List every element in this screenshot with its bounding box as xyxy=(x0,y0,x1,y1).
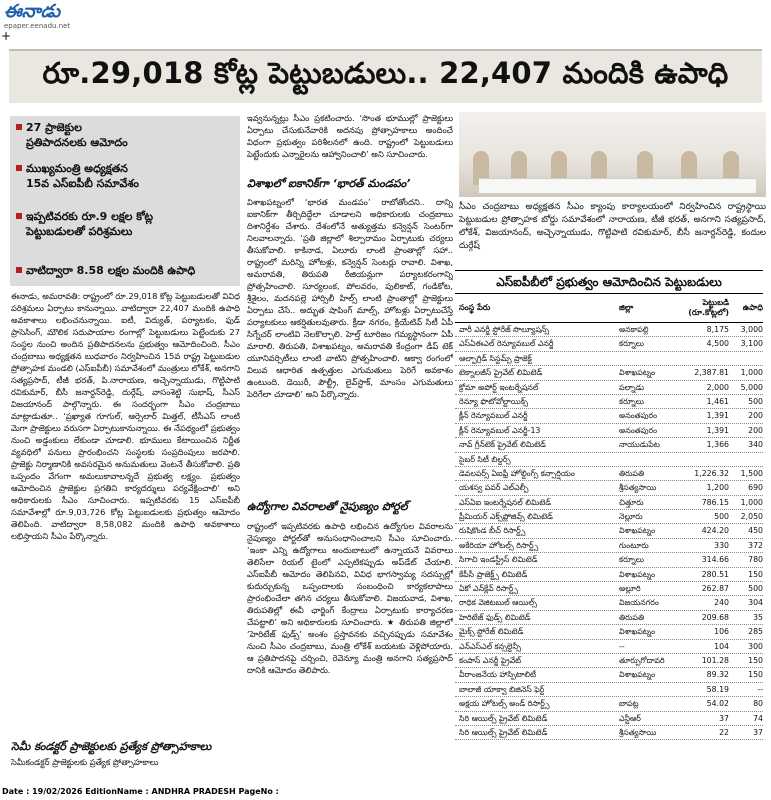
cell-jobs: 780 xyxy=(748,555,763,565)
table-row xyxy=(455,424,763,438)
cell-investment: 424.20 xyxy=(701,526,729,536)
cell-jobs: 1,000 xyxy=(740,497,763,507)
cell-district xyxy=(619,453,685,466)
cell-jobs: 74 xyxy=(753,713,763,723)
table-row xyxy=(455,683,763,697)
cell-jobs: 35 xyxy=(753,612,763,622)
cell-district: శ్రీసత్యసాయి xyxy=(619,727,657,737)
cell-company: ఎస్ఏఐ ఇంటర్నేషనల్ లిమిటెడ్ xyxy=(459,497,552,507)
cell-investment: 2,000 xyxy=(706,382,729,392)
cell-district xyxy=(619,352,685,365)
cell-district: అనకాపల్లి xyxy=(619,325,649,334)
headline: రూ.29,018 కోట్ల పెట్టుబడులు.. 22,407 మందికి ఉపాధి xyxy=(42,56,729,90)
cell-company: వారీ ఎనర్జీ స్టోరేజ్ సొల్యూషన్స్ xyxy=(459,325,550,334)
article-column-2-body: విశాఖపట్నంలో ‘భారత మండపం’ రాబోతోందని.. దాన్ని ఐకానిక్‌గా తీర్చిదిద్దేలా చూడాలని అధికారులకు చంద్రబాబు దిశానిర్దేశం చేశారు. దేశంలోనే అత్యుత్తమ కన్వెన్షన్ సెంటర్‌గా నిలవాలన్నారు. ‘ప్రతి జిల్లాలో శిల్పారామం ఏర్పాటుకు చర్యలు తీసుకోవాలి. కాకినాడ, ఏలూరు లాంటి ప్రాంతాల్లో సహా.. రాష్ట్రంలో మరిన్ని హోటళ్లు, కన్వెన్షన్ సెంటర్లు రావాలి. విశాఖ, అమరావతి, తిరుపతి రీజియన్లుగా పర్యాటకరంగాన్ని ప్రోత్సహించాలి. సూర్యలంక, పోలవరం, పులికాట్, గండికోట, శ్రీశైలం, మదనపల్లె హార్సిలీ హిల్స్ లాంటి ప్రాంతాల్లో ప్రాజెక్టులు ఏర్పాటు చేసే.. అద్భుత షాపింగ్ మాల్స్, హోటళ్లు ఏర్పాటుచేస్తే పర్యాటకులు ఆకర్షితులవుతారు. క్రీడా నగరం, క్రియేటివ్ సిటీ ఏపీ సిగ్నేచర్ లాంటివి నెలకొల్పాలి. హెల్త్ టూరిజం గమ్యస్థానంగా ఏపీ మారాలి. తిరుపతి, విశాఖపట్నం, అమరావతి కేంద్రంగా డీప్ టెక్ యూనివర్సిటీలు లాంటి వాటిని ప్రోత్సహించాలి. ఆక్వా రంగంలో విలువ ఆధారిత ఉత్పత్తుల ఎగుమతులు పెరిగే అవకాశం ఉంటుంది. డెయిరీ, పౌల్ట్రీ, లైవ్‌స్టాక్, మాంసం ఎగుమతులు పెరిగేలా చూడాలి’ అని పేర్కొన్నారు. xyxy=(247,197,453,399)
photo-caption: సీఎం చంద్రబాబు అధ్యక్షతన సీఎం క్యాంపు కార్యాలయంలో నిర్వహించిన రాష్ట్రస్థాయి పెట్టుబడుల ప్రోత్సాహక బోర్డు సమావేశంలో నారాయణ, టీజీ భరత్, అనగాని సత్యప్రసాద్, లోకేశ్, విజయానంద్, అచ్చెన్నాయుడు, గొట్టిపాటి రవికుమార్, బీసీ జనార్దన్‌రెడ్డి, కందుల దుర్గేష్ xyxy=(459,202,766,251)
cell-investment: 1,200 xyxy=(706,483,729,493)
cell-investment: 280.51 xyxy=(701,569,729,579)
cell-jobs: 500 xyxy=(748,584,763,594)
masthead-url: epaper.eenadu.net xyxy=(4,22,71,30)
highlight-1: 27 ప్రాజెక్టుల ప్రతిపాదనలకు ఆమోదం xyxy=(16,120,128,150)
cell-jobs: 5,000 xyxy=(740,382,763,392)
table-row xyxy=(455,539,763,553)
cell-investment: 104 xyxy=(714,641,729,651)
cell-investment: 89.32 xyxy=(706,670,729,680)
cell-jobs: 200 xyxy=(748,425,763,435)
investment-table xyxy=(455,270,763,740)
cell-district xyxy=(619,683,685,696)
cell-investment: 330 xyxy=(714,540,729,550)
table-row xyxy=(455,582,763,596)
cell-jobs: 300 xyxy=(748,641,763,651)
table-row xyxy=(455,640,763,654)
cell-jobs: 150 xyxy=(748,655,763,665)
table-row xyxy=(455,381,763,395)
table-row xyxy=(455,596,763,610)
cell-jobs: 150 xyxy=(748,569,763,579)
cell-company: అకేరియా హోటల్స్ రిసార్ట్స్ xyxy=(459,540,539,550)
cell-investment: 1,391 xyxy=(706,411,729,421)
footer: Date : 19/02/2026 EditionName : ANDHRA PRADESH PageNo : xyxy=(2,787,279,796)
table-row xyxy=(455,366,763,380)
col-company: సంస్థ పేరు xyxy=(459,302,491,312)
cell-district: అనంతపురం xyxy=(619,425,658,435)
cell-district: తిరుపతి xyxy=(619,468,645,478)
cell-company: కంపాస్ ఎనర్జీ ప్రైవేట్ xyxy=(459,655,522,665)
cell-jobs: 2,050 xyxy=(740,512,763,522)
cell-investment: 1,461 xyxy=(706,396,729,406)
table-row xyxy=(455,697,763,711)
cell-jobs: 3,000 xyxy=(740,325,763,334)
cell-company: సిరి ఆయిల్స్ ప్రైవేట్ లిమిటెడ్ xyxy=(459,727,548,737)
table-row xyxy=(455,726,763,740)
cell-company: ప్రీమియర్ ఎక్స్‌ప్లోజివ్స్ లిమిటెడ్ xyxy=(459,512,553,522)
highlight-2: ముఖ్యమంత్రి అధ్యక్షతన 15వ ఎస్ఐపీబీ సమావేశం xyxy=(16,161,139,191)
table-row xyxy=(455,553,763,567)
cell-district: తిరుపతి xyxy=(619,612,645,622)
cell-company: హెరిటేజ్ ఫుడ్స్ లిమిటెడ్ xyxy=(459,612,531,622)
cell-district: నెల్లూరు xyxy=(619,512,643,522)
cell-company: ఎన్ఎస్ఎల్ కన్సల్టెన్సీ xyxy=(459,641,522,651)
cell-district: విశాఖపట్నం xyxy=(619,526,656,536)
cell-investment: 101.28 xyxy=(701,655,729,665)
cell-investment: 1,391 xyxy=(706,425,729,435)
cell-jobs: 304 xyxy=(748,598,763,608)
cell-district: నాయుడుపేట xyxy=(619,440,660,450)
article-column-2-intro: ఇవ్వనున్నట్లు సీఎం ప్రకటించారు. ‘సొంత భూముల్లో ప్రాజెక్టులు ఏర్పాటు చేసుకునేవారికి అదనపు ప్రోత్సాహకాలు అందించే విధంగా ప్రభుత్వం పరిశీలనలో ఉంది. రాష్ట్రంలో పెట్టుబడులు పెట్టేందుకు ఎన్నారైలను ఆహ్వానించాలి’ అని సూచించారు. xyxy=(247,113,453,159)
highlight-3: ఇప్పటివరకు రూ.9 లక్షల కోట్ల పెట్టుబడులతో పరిశ్రమలు xyxy=(16,209,153,239)
cell-company: రుషికొండ బీచ్ రిసార్ట్స్ xyxy=(459,526,526,536)
cell-jobs: 450 xyxy=(748,526,763,536)
cell-company: యశస్వ పవర్ ఎల్ఎల్పీ xyxy=(459,483,529,493)
cell-company: సిరి ఆయిల్స్ ప్రైవేట్ లిమిటెడ్ xyxy=(459,713,548,723)
cell-district: ఎన్టీఆర్ xyxy=(619,713,641,723)
subhead-bharat-mandapam: విశాఖలో ఐకానిక్‌గా ‘భారత్ మండపం’ xyxy=(247,177,411,190)
table-row xyxy=(455,668,763,682)
table-row xyxy=(455,438,763,452)
cell-investment: 1,366 xyxy=(706,440,729,450)
cell-jobs xyxy=(733,352,763,365)
table-row xyxy=(455,481,763,495)
table-row xyxy=(455,337,763,351)
cell-investment: 1,226.32 xyxy=(694,468,729,478)
cell-company: అక్షయ హోటల్స్ అండ్ రిసార్ట్స్ xyxy=(459,699,550,709)
cell-district: కర్నూలు xyxy=(619,339,644,349)
cell-investment: 786.15 xyxy=(701,497,729,507)
cell-district: విశాఖపట్నం xyxy=(619,627,656,637)
cell-jobs: 500 xyxy=(748,396,763,406)
cell-district: పల్నాడు xyxy=(619,382,645,392)
cell-company: క్లీన్ రెన్యూవబుల్ ఎనర్జీ xyxy=(459,411,528,421)
cell-jobs: 1,500 xyxy=(740,468,763,478)
cell-company: మైక్స్ స్టోరేజ్ లిమిటెడ్ xyxy=(459,627,524,637)
cell-district: కర్నూలు xyxy=(619,396,644,406)
cell-district: శ్రీసత్యసాయి xyxy=(619,483,657,493)
cell-company: క్లీన్ రెన్యూవబుల్ ఎనర్జీ-13 xyxy=(459,425,541,435)
table-row xyxy=(455,568,763,582)
table-row xyxy=(455,467,763,481)
cell-investment: 240 xyxy=(714,598,729,608)
subhead-skill-portal: ఉద్యోగాల వివరాలతో నైపుణ్యం పోర్టల్ xyxy=(247,500,408,513)
table-row xyxy=(455,524,763,538)
col-district: జిల్లా xyxy=(619,302,634,312)
cell-jobs xyxy=(733,453,763,466)
table-row xyxy=(455,611,763,625)
cell-district: విశాఖపట్నం xyxy=(619,670,656,680)
cell-investment: 106 xyxy=(714,627,729,637)
headline-banner xyxy=(9,49,762,103)
table-row xyxy=(455,496,763,510)
cell-company: కేపీసీ ప్రాజెక్ట్స్ లిమిటెడ్ xyxy=(459,569,528,579)
table-row xyxy=(455,712,763,726)
cell-company: సైబర్ సిటీ బిల్డర్స్ xyxy=(459,454,511,464)
article-column-1-continued: సెమీకండక్టర్ ప్రాజెక్టులకు ప్రత్యేక ప్రోత్సాహకాలు xyxy=(11,757,159,767)
cell-district: కర్నూలు xyxy=(619,555,644,565)
cell-jobs: 80 xyxy=(753,699,763,709)
cell-jobs: 285 xyxy=(748,627,763,637)
cell-investment: 500 xyxy=(714,512,729,522)
cell-company: రాధిక వెజిటబుల్ ఆయిల్స్ xyxy=(459,598,537,608)
cell-investment: 37 xyxy=(719,713,729,723)
cell-district: అల్లూరి xyxy=(619,584,641,594)
cell-company: సిగాచి ఇండస్ట్రీస్ లిమిటెడ్ xyxy=(459,555,538,565)
table-row xyxy=(455,654,763,668)
cell-investment: 314.66 xyxy=(701,555,729,565)
article-column-2-portal: రాష్ట్రంలో ఇప్పటివరకు ఉపాధి లభించిన ఉద్యోగుల వివరాలను నైపుణ్యం పోర్టల్‌తో అనుసంధానించాలని సీఎం సూచించారు. ‘ఇంకా ఎన్ని ఉద్యోగాలు అందుబాటులో ఉన్నాయనే వివరాలు తెలిసేలా రియల్ టైంలో ఎప్పటికప్పుడు అప్‌డేట్ చేయాలి. ఎస్ఐపీబీ ఆమోదం తెలిపినవి, వివిధ భాగస్వామ్య సదస్సుల్లో కుదుర్చుకున్న ఒప్పందాలకు సంబంధించి కార్యకలాపాలు ప్రారంభించేలా తగిన చర్యలు తీసుకోవాలి. విజయవాడ, విశాఖ, తిరుపతిల్లో ఈవీ ఛార్జింగ్ కేంద్రాలు ఏర్పాటుకు కార్యాచరణ చేపట్టాలి’ అని అధికారులకు సూచించారు. ★ తిరుపతి జిల్లాలో ‘హెరిటేజ్ ఫుడ్స్’ అంశం ప్రస్తావనకు వచ్చినప్పుడు సమావేశం నుంచి సీఎం చంద్రబాబు, మంత్రి లోకేశ్ బయటకు వెళ్లిపోయారు. ఆ ప్రతిపాదనపై చర్చించి, రెవెన్యూ మంత్రి అనగాని సత్యప్రసాద్ దానికి ఆమోదం తెలిపారు. xyxy=(247,521,453,675)
cell-company: టెక్నాలజీస్ ప్రైవేట్ లిమిటెడ్ xyxy=(459,368,543,378)
cell-district: గుంటూరు xyxy=(619,540,649,550)
subhead-semiconductor: సెమీ కండక్టర్ ప్రాజెక్టులకు ప్రత్యేక ప్రోత్సాహకాలు xyxy=(11,740,212,753)
highlight-4: వాటిద్వారా 8.58 లక్షల మందికి ఉపాధి xyxy=(16,263,195,278)
highlights-box xyxy=(10,116,240,286)
cell-district: బాపట్ల xyxy=(619,699,639,709)
cell-company: నావ్ గ్రీన్‌టెక్ ప్రైవేట్ లిమిటెడ్ xyxy=(459,440,546,450)
table-row xyxy=(455,323,763,337)
article-column-1: ఈనాడు, అమరావతి: రాష్ట్రంలో రూ.29,018 కోట్ల పెట్టుబడులతో వివిధ పరిశ్రమలు ఏర్పాటు కానున్నాయి. వాటిద్వారా 22,407 మందికి ఉపాధి అవకాశాలు లభించనున్నాయి. ఐటీ, విద్యుత్, పర్యాటకం, ఫుడ్ ప్రాసెసింగ్, మౌలిక సదుపాయాల రంగాల్లో పెట్టుబడులు పెట్టేందుకు 27 సంస్థల నుంచి అందిన ప్రతిపాదనలను ప్రభుత్వం ఆమోదించింది. సీఎం చంద్రబాబు అధ్యక్షతన బుధవారం నిర్వహించిన 15వ రాష్ట్ర పెట్టుబడుల ప్రోత్సాహక మండలి (ఎస్ఐపీబీ) సమావేశంలో మంత్రులు లోకేశ్, అనగాని సత్యప్రసాద్, టీజీ భరత్, పి.నారాయణ, అచ్చెన్నాయుడు, గొట్టిపాటి రవికుమార్, బీసీ జనార్దన్‌రెడ్డి, దుర్గేష్, వాసంశెట్టి సుభాష్, సీఎస్ విజయానంద్ పాల్గొన్నారు. ఈ సందర్భంగా సీఎం చంద్రబాబు మాట్లాడుతూ.. ‘ప్రఖ్యాత గూగుల్, ఆర్సెలార్ మిత్తల్, టీసీఎస్ లాంటి మెగా ప్రాజెక్టులు వరుసగా ఏర్పాటుకానున్నాయి. ఈ నేపథ్యంలో ప్రభుత్వం నుంచి అడ్డంకులు లేకుండా చూడాలి. భూములు కేటాయించిన నిర్ణీత వ్యవధిలో పనులు ప్రారంభించని సంస్థలకు సంప్రదింపులు జరపాలి. ప్రాజెక్టు నిర్మాణానికి అవసరమైన అనుమతులు వెంటనే తీసుకోవాలి. ప్రతి ఒప్పందం వేగంగా అమలుకావాలన్నదే ప్రభుత్వ లక్ష్యం. ప్రభుత్వం ఆమోదించిన ప్రాజెక్టుల ప్రగతిని కార్యదర్శులు పర్యవేక్షించాలి’ అని అధికారులకు సీఎం సూచించారు. ఇప్పటివరకు 15 ఎస్ఐపీబీ సమావేశాల్లో రూ.9,03,726 కోట్ల పెట్టుబడులకు ప్రభుత్వం ఆమోదం తెలిపింది. వాటిద్వారా 8,58,082 మందికి ఉపాధి అవకాశాలు లభిస్తాయని సీఎం పేర్కొన్నారు. xyxy=(11,291,240,541)
meeting-photo xyxy=(459,112,766,197)
cell-district: విశాఖపట్నం xyxy=(619,368,656,378)
col-jobs: ఉపాధి xyxy=(742,302,763,312)
table-row xyxy=(455,395,763,409)
cell-company: ఎస్ఏఈఎల్ రెన్యూవబుల్ ఎనర్జీ xyxy=(459,339,554,349)
cell-jobs: 150 xyxy=(748,670,763,680)
table-header xyxy=(455,294,763,323)
cell-company: ఏకో ఎన్‌క్లేవ్ రిసార్ట్స్ xyxy=(459,584,519,594)
cell-district: విశాఖపట్నం xyxy=(619,569,656,579)
cell-company: డెవలపర్స్ ఏఐఫ్రీ హోల్డింగ్స్ కన్సార్షియం xyxy=(459,468,575,478)
cell-district: చిత్తూరు xyxy=(619,497,644,507)
cell-investment: 54.02 xyxy=(706,699,729,709)
masthead-logo[interactable]: ఈనాడు xyxy=(4,1,61,22)
cell-district: విజయనగరం xyxy=(619,598,659,608)
cell-jobs: 3,100 xyxy=(740,339,763,349)
table-row xyxy=(455,510,763,524)
table-row xyxy=(455,409,763,423)
cell-investment: 22 xyxy=(719,727,729,737)
cell-investment: 209.68 xyxy=(701,612,729,622)
cell-jobs: -- xyxy=(757,684,763,694)
cell-jobs: 1,000 xyxy=(740,368,763,378)
table-title: ఎస్ఐపీబీలో ప్రభుత్వం ఆమోదించిన పెట్టుబడులు xyxy=(455,270,763,294)
cell-company: ఆల్ఫాగ్రిడ్ సిస్టమ్స్ ప్రాజెక్ట్ xyxy=(459,353,532,363)
cell-investment: 2,387.81 xyxy=(694,368,729,378)
cell-company: బాలాజీ యాక్వా బిజినెస్ ఫెర్ట్ xyxy=(459,684,545,694)
cell-company: వీరాంజనేయ హాస్పిటాలిటీ xyxy=(459,670,536,680)
cell-district: అనంతపురం xyxy=(619,411,658,421)
plus-icon: + xyxy=(1,29,12,43)
cell-company: రెన్యూ ఫొటోవోల్టాయిక్స్ xyxy=(459,396,529,406)
cell-investment xyxy=(685,453,733,466)
masthead xyxy=(4,2,70,30)
cell-investment: 4,500 xyxy=(706,339,729,349)
cell-jobs: 372 xyxy=(748,540,763,550)
cell-jobs: 37 xyxy=(753,727,763,737)
cell-investment: 8,175 xyxy=(706,325,729,334)
col-investment: పెట్టుబడి (రూ.కోట్లలో) xyxy=(688,298,729,317)
cell-district: -- xyxy=(619,641,625,651)
table-row xyxy=(455,352,763,366)
cell-jobs: 200 xyxy=(748,411,763,421)
cell-company: క్రోమా అపోర్ట్ ఇంటర్నేషనల్ xyxy=(459,382,539,392)
cell-investment: 58.19 xyxy=(706,684,729,694)
cell-jobs: 690 xyxy=(748,483,763,493)
cell-district: తూర్పుగోదావరి xyxy=(619,655,665,665)
table-row xyxy=(455,453,763,467)
cell-jobs: 340 xyxy=(748,440,763,450)
table-row xyxy=(455,625,763,639)
cell-investment: 262.87 xyxy=(701,584,729,594)
cell-investment xyxy=(685,352,733,365)
